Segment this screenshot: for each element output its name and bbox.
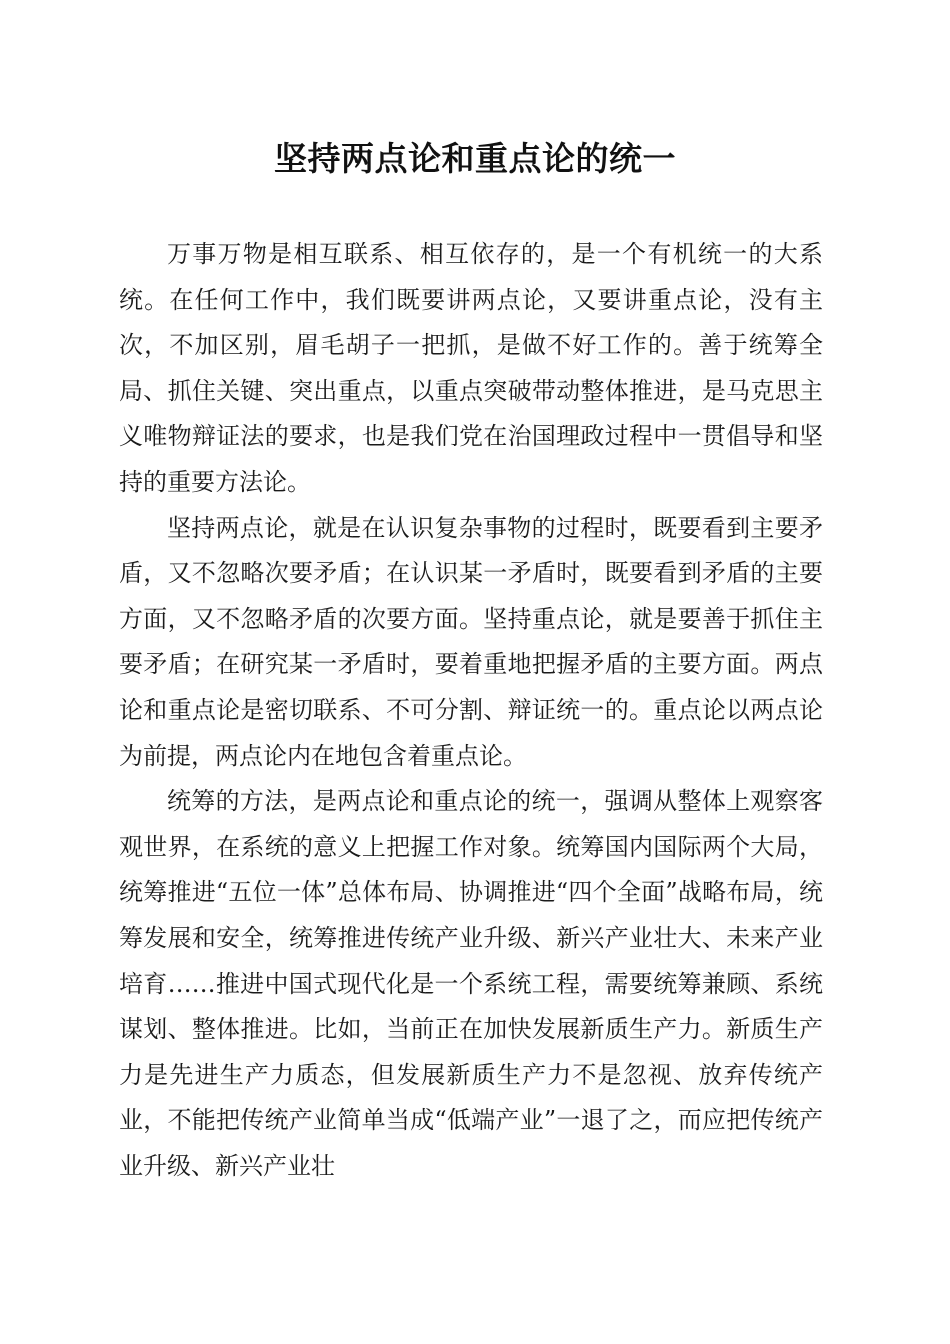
paragraph: 万事万物是相互联系、相互依存的，是一个有机统一的大系统。在任何工作中，我们既要讲两点论，又要讲重点论，没有主次，不加区别，眉毛胡子一把抓，是做不好工作的。善于统筹全局、抓住关键、突出重点，以重点突破带动整体推进，是马克思主义唯物辩证法的要求，也是我们党在治国理政过程中一贯倡导和坚持的重要方法论。 <box>119 240 823 496</box>
paragraph: 坚持两点论，就是在认识复杂事物的过程时，既要看到主要矛盾，又不忽略次要矛盾；在认识某一矛盾时，既要看到矛盾的主要方面，又不忽略矛盾的次要方面。坚持重点论，就是要善于抓住主要矛盾；在研究某一矛盾时，要着重地把握矛盾的主要方面。两点论和重点论是密切联系、不可分割、辩证统一的。重点论以两点论为前提，两点论内在地包含着重点论。 <box>119 513 823 770</box>
paragraph: 统筹的方法，是两点论和重点论的统一，强调从整体上观察客观世界，在系统的意义上把握工作对象。统筹国内国际两个大局，统筹推进“五位一体”总体布局、协调推进“四个全面”战略布局，统筹发展和安全，统筹推进传统产业升级、新兴产业壮大、未来产业培育……推进中国式现代化是一个系统工程，需要统筹兼顾、系统谋划、整体推进。比如，当前正在加快发展新质生产力。新质生产力是先进生产力质态，但发展新质生产力不是忽视、放弃传统产业，不能把传统产业简单当成“低端产业”一退了之，而应把传统产业升级、新兴产业壮 <box>119 787 823 1180</box>
document-body <box>119 232 823 1189</box>
document-title: 坚持两点论和重点论的统一 <box>274 139 676 178</box>
